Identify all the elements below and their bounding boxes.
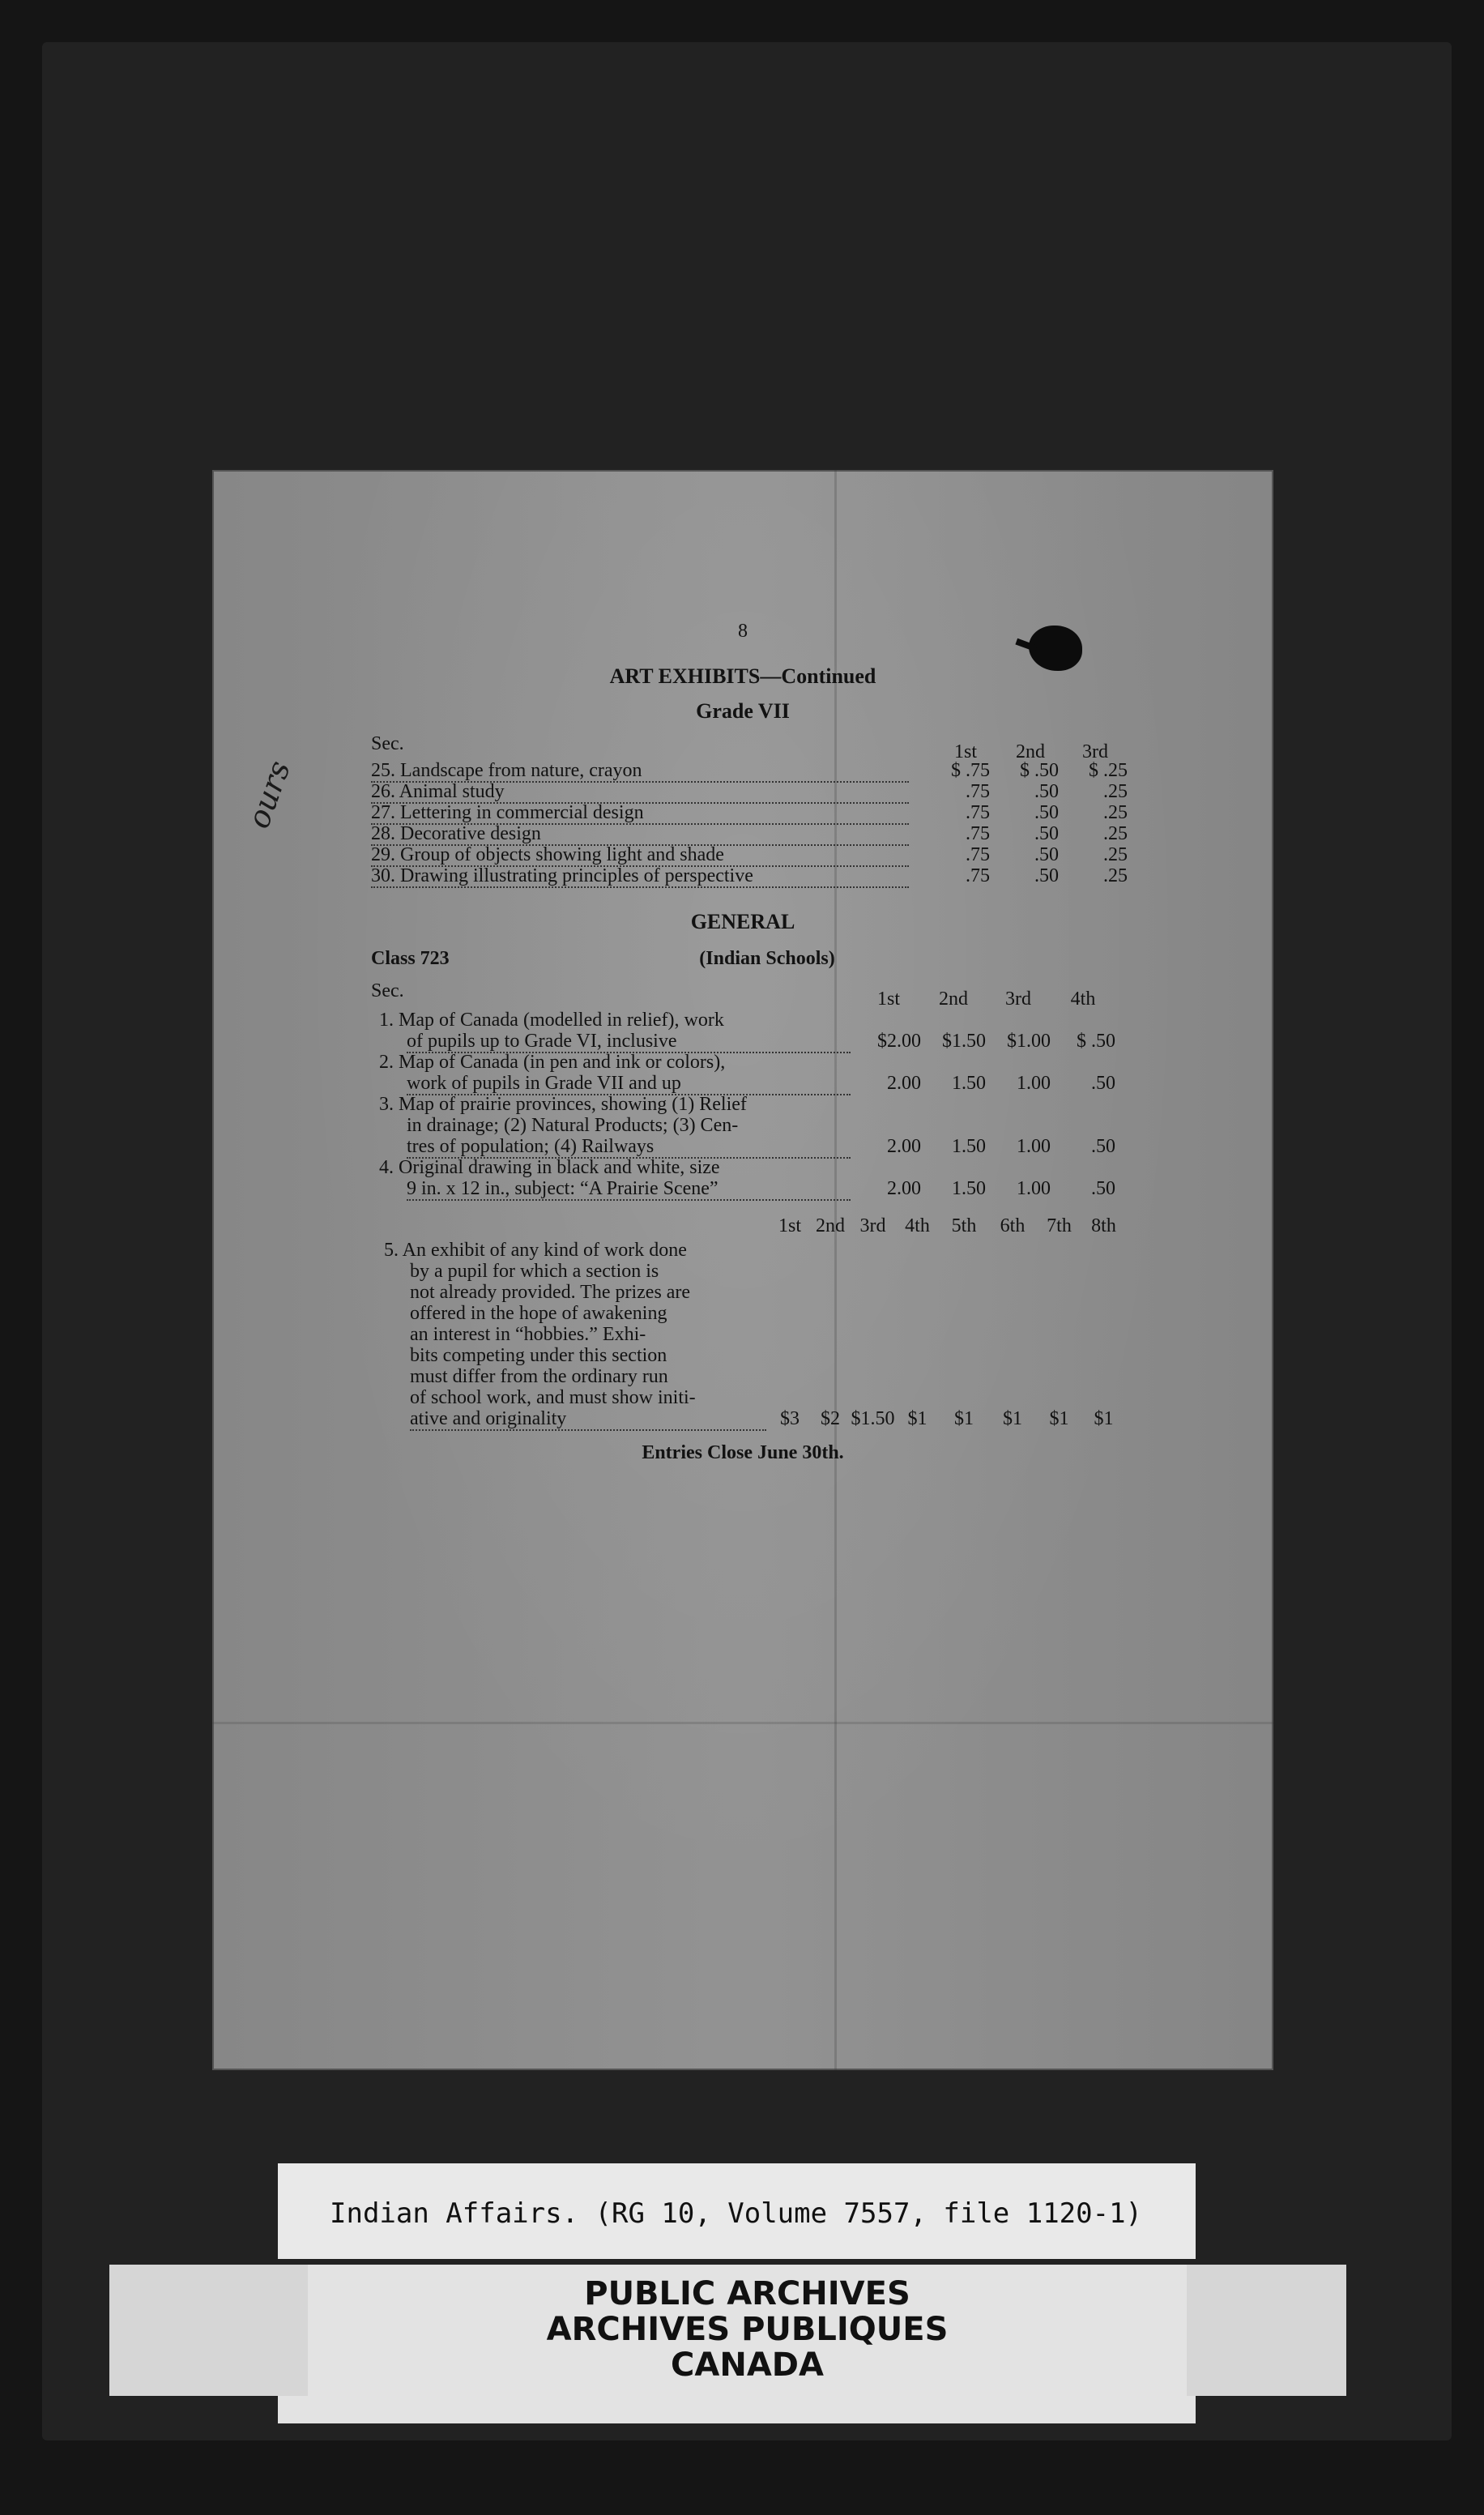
art-prize: .75 bbox=[966, 802, 990, 823]
hobby-col: 7th bbox=[1047, 1215, 1072, 1236]
stamp-line: PUBLIC ARCHIVES bbox=[584, 2275, 910, 2312]
hobby-prize: $2 bbox=[821, 1408, 840, 1429]
grade-heading: Grade VII bbox=[696, 699, 790, 723]
entry-line: 1. Map of Canada (modelled in relief), work bbox=[379, 1010, 724, 1031]
entry-prize: 1.50 bbox=[952, 1073, 986, 1094]
art-prize: .25 bbox=[1103, 844, 1128, 865]
entry-line: of pupils up to Grade VI, inclusive bbox=[407, 1031, 851, 1053]
art-row-label: 27. Lettering in commercial design bbox=[371, 802, 909, 825]
handwritten-note: ours bbox=[240, 756, 297, 833]
entry-prize: 1.00 bbox=[1017, 1178, 1051, 1199]
entry-prize: 2.00 bbox=[887, 1178, 921, 1199]
entries-close-note: Entries Close June 30th. bbox=[642, 1442, 844, 1463]
hobby-col: 3rd bbox=[859, 1215, 886, 1236]
hobby-col: 1st bbox=[778, 1215, 801, 1236]
hobby-line: offered in the hope of awakening bbox=[410, 1303, 667, 1324]
art-prize: .25 bbox=[1103, 865, 1128, 886]
entry-line: work of pupils in Grade VII and up bbox=[407, 1073, 851, 1095]
art-col-2nd: 2nd bbox=[1016, 741, 1045, 762]
entry-prize: 2.00 bbox=[887, 1073, 921, 1094]
archive-reference-label bbox=[278, 2163, 1196, 2259]
hobby-prize: $1 bbox=[954, 1408, 974, 1429]
art-prize: .75 bbox=[966, 823, 990, 844]
general-subheading: (Indian Schools) bbox=[699, 948, 835, 969]
art-prize: .25 bbox=[1103, 823, 1128, 844]
archive-label-bottom-strip bbox=[278, 2396, 1196, 2423]
entry-line: 4. Original drawing in black and white, size bbox=[379, 1157, 720, 1178]
general-col-3rd: 3rd bbox=[1005, 988, 1031, 1010]
hobby-line: ative and originality bbox=[410, 1408, 766, 1431]
art-prize: .75 bbox=[966, 844, 990, 865]
entry-prize: $2.00 bbox=[877, 1031, 921, 1052]
entry-prize: 1.00 bbox=[1017, 1136, 1051, 1157]
art-col-3rd: 3rd bbox=[1082, 741, 1108, 762]
class-label: Class 723 bbox=[371, 948, 450, 969]
entry-line: in drainage; (2) Natural Products; (3) Cen- bbox=[407, 1115, 739, 1136]
entry-prize: $ .50 bbox=[1077, 1031, 1115, 1052]
hobby-line: not already provided. The prizes are bbox=[410, 1282, 691, 1303]
entry-prize: $1.50 bbox=[942, 1031, 986, 1052]
art-prize: $ .25 bbox=[1089, 760, 1128, 781]
art-prize: .50 bbox=[1034, 844, 1059, 865]
general-heading: GENERAL bbox=[690, 910, 795, 933]
hobby-line: must differ from the ordinary run bbox=[410, 1366, 668, 1387]
hobby-prize: $3 bbox=[780, 1408, 800, 1429]
archive-stamp bbox=[308, 2265, 1187, 2396]
art-prize: .50 bbox=[1034, 865, 1059, 886]
entry-prize: .50 bbox=[1091, 1136, 1115, 1157]
hobby-col: 2nd bbox=[816, 1215, 845, 1236]
entry-line: 3. Map of prairie provinces, showing (1) Relief bbox=[379, 1094, 747, 1115]
stamp-line: ARCHIVES PUBLIQUES bbox=[546, 2311, 949, 2348]
entry-prize: .50 bbox=[1091, 1178, 1115, 1199]
hobby-prize: $1 bbox=[1094, 1408, 1114, 1429]
art-row-label: 28. Decorative design bbox=[371, 823, 909, 846]
entry-prize: 1.00 bbox=[1017, 1073, 1051, 1094]
art-prize: .50 bbox=[1034, 823, 1059, 844]
entry-line: 9 in. x 12 in., subject: “A Prairie Scene” bbox=[407, 1178, 851, 1201]
art-prize: .25 bbox=[1103, 781, 1128, 802]
page-heading: ART EXHIBITS—Continued bbox=[609, 664, 876, 688]
sec-label: Sec. bbox=[371, 733, 404, 754]
hobby-line: of school work, and must show initi- bbox=[410, 1387, 696, 1408]
art-prize: .50 bbox=[1034, 781, 1059, 802]
hobby-line: bits competing under this section bbox=[410, 1345, 667, 1366]
page-number: 8 bbox=[738, 621, 748, 642]
art-prize: .50 bbox=[1034, 802, 1059, 823]
hobby-col: 5th bbox=[951, 1215, 977, 1236]
hobby-col: 4th bbox=[905, 1215, 930, 1236]
entry-prize: 1.50 bbox=[952, 1178, 986, 1199]
hobby-prize: $1 bbox=[907, 1408, 927, 1429]
stamp-line: CANADA bbox=[671, 2346, 824, 2384]
entry-prize: .50 bbox=[1091, 1073, 1115, 1094]
document-page bbox=[212, 470, 1273, 2070]
art-prize: .75 bbox=[966, 781, 990, 802]
hobby-col: 6th bbox=[1000, 1215, 1026, 1236]
general-col-4th: 4th bbox=[1070, 988, 1096, 1010]
general-col-1st: 1st bbox=[876, 988, 900, 1010]
archive-reference-text: Indian Affairs. (RG 10, Volume 7557, file 1120-1) bbox=[330, 2197, 1143, 2230]
hobby-line: 5. An exhibit of any kind of work done bbox=[384, 1240, 687, 1261]
hobby-line: by a pupil for which a section is bbox=[410, 1261, 659, 1282]
entry-prize: 2.00 bbox=[887, 1136, 921, 1157]
entry-line: tres of population; (4) Railways bbox=[407, 1136, 851, 1159]
hobby-prize: $1 bbox=[1049, 1408, 1069, 1429]
art-row-label: 29. Group of objects showing light and shade bbox=[371, 844, 909, 867]
fold-crease-horizontal bbox=[212, 1722, 1273, 1724]
art-prize: .25 bbox=[1103, 802, 1128, 823]
hobby-prize: $1 bbox=[1003, 1408, 1022, 1429]
art-row-label: 30. Drawing illustrating principles of perspective bbox=[371, 865, 909, 888]
entry-prize: 1.50 bbox=[952, 1136, 986, 1157]
sec-label: Sec. bbox=[371, 980, 404, 1001]
entry-prize: $1.00 bbox=[1007, 1031, 1051, 1052]
art-row-label: 26. Animal study bbox=[371, 781, 909, 804]
entry-line: 2. Map of Canada (in pen and ink or colors), bbox=[379, 1052, 726, 1073]
hobby-prize: $1.50 bbox=[851, 1408, 895, 1429]
art-col-1st: 1st bbox=[953, 741, 977, 762]
art-prize: .75 bbox=[966, 865, 990, 886]
art-prize: $ .75 bbox=[951, 760, 990, 781]
hobby-line: an interest in “hobbies.” Exhi- bbox=[410, 1324, 646, 1345]
general-col-2nd: 2nd bbox=[939, 988, 968, 1010]
hobby-col: 8th bbox=[1091, 1215, 1116, 1236]
art-row-label: 25. Landscape from nature, crayon bbox=[371, 760, 909, 783]
art-prize: $ .50 bbox=[1020, 760, 1059, 781]
punch-hole bbox=[1029, 626, 1082, 671]
